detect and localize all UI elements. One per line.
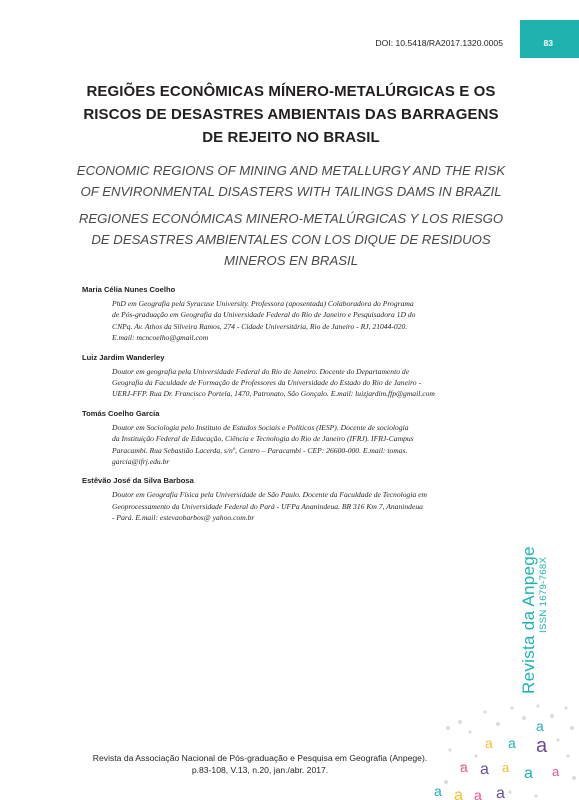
bio-line: Paracambi. Rua Sebastião Lacerda, s/nº, Centro – Paracambi - CEP: 26600-000. E.mail: tomas. <box>112 445 408 455</box>
logo-dots <box>444 704 576 797</box>
bio-line: da Instituição Federal de Educação, Ciência e Tecnologia do Rio de Janeiro (IFRJ). IFRJ-Campus <box>112 434 414 444</box>
author-bio <box>112 489 502 523</box>
bio-line: Doutor em Sociologia pelo Instituto de Estudos Sociais e Políticos (IESP). Docente de sociologia <box>112 422 409 432</box>
logo-letter-a: a <box>434 783 442 799</box>
title-line: REGIÕES ECONÔMICAS MÍNERO-METALÚRGICAS E OS <box>86 83 496 100</box>
bio-line: Doutor em Geografia Física pela Universidade de São Paulo. Docente da Faculdade de Tecnologia em <box>112 490 428 500</box>
author-bio <box>112 422 502 468</box>
bio-line: PhD em Geografia pela Syracuse University. Professora (aposentada) Colaboradora do Programa <box>112 299 414 308</box>
footer-citation <box>60 752 460 776</box>
title-spanish <box>52 208 530 271</box>
author-name: Maria Célia Nunes Coelho <box>82 285 176 294</box>
title-line: ECONOMIC REGIONS OF MINING AND METALLURGY AND THE RISK <box>76 163 506 178</box>
author-name: Estêvão José da Silva Barbosa <box>82 476 194 486</box>
logo-letter-a: a <box>460 759 468 775</box>
logo-letter-a: a <box>524 765 533 782</box>
logo-letter-a: a <box>485 735 493 751</box>
author-block <box>82 476 502 523</box>
title-portuguese <box>52 80 530 149</box>
bio-line: UERJ-FFP. Rua Dr. Francisco Portela, 1470, Patronato, São Gonçalo. E.mail: luizjardim.ffp@gmail.com <box>112 389 435 399</box>
issn-vertical: ISSN 1679-768X <box>538 556 549 633</box>
bio-line: CNPq. Av. Athos da Silveira Ramos, 274 - Cidade Universitária, Rio de Janeiro - RJ, 21044-020. <box>112 321 408 331</box>
page-number: 83 <box>543 38 553 48</box>
title-line: OF ENVIRONMENTAL DISASTERS WITH TAILINGS DAMS IN BRAZIL <box>80 184 502 199</box>
author-bio <box>112 298 502 344</box>
title-line: MINEROS EN BRASIL <box>223 253 359 268</box>
logo-letter-a: a <box>536 718 544 734</box>
author-name: Tomás Coelho Garcia <box>82 408 160 418</box>
logo-letter-a: a <box>552 764 560 779</box>
author-block <box>82 353 502 400</box>
bio-line: Doutor em geografia pela Universidade Federal do Rio de Janeiro. Docente do Departamento de <box>112 366 410 376</box>
doi-text: DOI: 10.5418/RA2017.1320.0005 <box>375 38 503 48</box>
bio-line: Geoprocessamento da Universidade Federal do Pará - UFPa Ananindeua. BR 316 Km 7, Ananindeua <box>112 501 423 511</box>
title-line: RISCOS DE DESASTRES AMBIENTAIS DAS BARRAGENS <box>83 106 499 123</box>
author-name: Luiz Jardim Wanderley <box>82 352 165 362</box>
logo-letter-a: a <box>480 761 489 778</box>
author-list <box>82 285 502 533</box>
logo-letter-a: a <box>496 785 505 800</box>
logo-letter-a: a <box>508 735 516 751</box>
author-block <box>82 409 502 468</box>
logo-letter-a: a <box>474 787 482 800</box>
footer-line: p.83-108, V.13, n.20, jan./abr. 2017. <box>191 765 329 775</box>
logo-letter-a: a <box>454 787 463 800</box>
title-english <box>52 160 530 202</box>
title-line: DE DESASTRES AMBIENTALES CON LOS DIQUE DE RESIDUOS <box>91 232 491 247</box>
bio-line: - Pará. E.mail: estevaobarbos@ yahoo.com.br <box>112 513 255 523</box>
bio-line: garcia@ifrj.edu.br <box>112 457 170 467</box>
author-block <box>82 285 502 344</box>
bio-line: E.mail: mcncoelho@gmail.com <box>112 333 209 343</box>
author-bio <box>112 366 502 400</box>
title-line: REGIONES ECONÓMICAS MINERO-METALÚRGICAS Y LOS RIESGO <box>78 211 504 226</box>
bio-line: Geografia da Faculdade de Formação de Professores da Universidade do Estado do Rio de Janeiro - <box>112 378 421 388</box>
journal-name-vertical: Revista da Anpege <box>519 546 538 694</box>
bio-line: de Pós-graduação em Geografia da Universidade Federal do Rio de Janeiro e Pesquisadora 1D do <box>112 310 416 320</box>
logo-letter-a: a <box>536 735 548 757</box>
logo-letter-a: a <box>502 760 510 775</box>
title-line: DE REJEITO NO BRASIL <box>202 129 380 146</box>
footer-line: Revista da Associação Nacional de Pós-graduação e Pesquisa em Geografia (Anpege). <box>92 753 428 763</box>
anpege-logo-pattern <box>434 700 579 800</box>
